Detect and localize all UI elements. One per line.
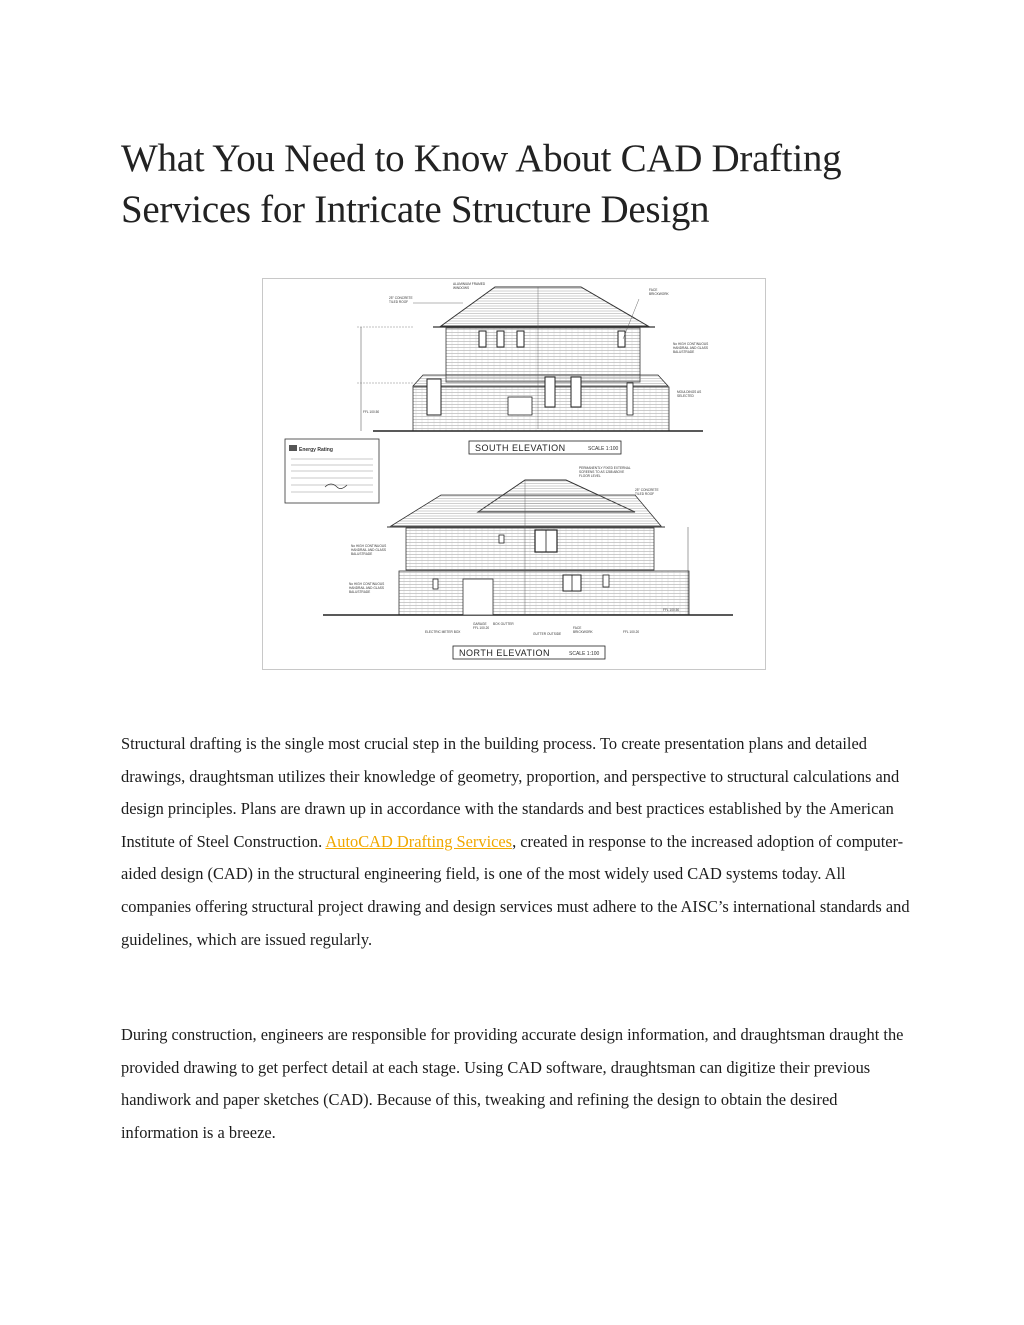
paragraph-1-text-a: Structural drafting is the single most crucial step in the building process. To create presentation plans and detailed drawings, draughtsman utilizes their knowledge of geometry, proportion, and perspective to structural calculations and design principles. Plans are drawn up in accordance with the standards and best practices established by the American Institute of Steel Construction. xyxy=(121,734,900,851)
svg-text:TILED ROOF: TILED ROOF xyxy=(389,300,409,304)
svg-text:25° CONCRETE: 25° CONCRETE xyxy=(389,296,413,300)
svg-text:FACE: FACE xyxy=(573,626,582,630)
svg-text:No HIGH CONTINUOUS: No HIGH CONTINUOUS xyxy=(349,582,385,586)
svg-text:GARAGE: GARAGE xyxy=(473,622,487,626)
svg-text:BALUSTRADE: BALUSTRADE xyxy=(349,590,371,594)
autocad-drafting-services-link[interactable]: AutoCAD Drafting Services xyxy=(325,831,513,851)
svg-text:GUTTER OUTSIDE: GUTTER OUTSIDE xyxy=(533,632,562,636)
svg-text:SELECTED: SELECTED xyxy=(677,394,694,398)
svg-text:BALUSTRADE: BALUSTRADE xyxy=(351,552,373,556)
svg-text:HANDRAIL AND GLASS: HANDRAIL AND GLASS xyxy=(351,548,386,552)
svg-text:FFL 100.50: FFL 100.50 xyxy=(663,608,680,612)
svg-text:HANDRAIL AND GLASS: HANDRAIL AND GLASS xyxy=(673,346,708,350)
svg-text:MOULDINGS AS: MOULDINGS AS xyxy=(677,390,702,394)
energy-rating-card xyxy=(285,439,379,503)
svg-text:BALUSTRADE: BALUSTRADE xyxy=(673,350,695,354)
svg-text:WINDOWS: WINDOWS xyxy=(453,286,470,290)
elevation-drawing-svg xyxy=(263,279,765,669)
svg-text:FFL 100.20: FFL 100.20 xyxy=(623,630,640,634)
svg-text:BRICKWORK: BRICKWORK xyxy=(573,630,593,634)
svg-text:HANDRAIL AND GLASS: HANDRAIL AND GLASS xyxy=(349,586,384,590)
svg-text:FLOOR LEVEL: FLOOR LEVEL xyxy=(579,474,601,478)
svg-text:FFL 100.20: FFL 100.20 xyxy=(473,626,490,630)
svg-text:BRICKWORK: BRICKWORK xyxy=(649,292,669,296)
south-elevation-drawing xyxy=(357,282,708,454)
paragraph-2: During construction, engineers are responsible for providing accurate design information, and draughtsman draught the provided drawing to get perfect detail at each stage. Using CAD software, draughtsman can digitize their previous handiwork and paper sketches (CAD). Because of this, tweaking and refining the design to obtain the desired information is a breeze. xyxy=(121,1025,904,1142)
south-elevation-label: SOUTH ELEVATION xyxy=(475,443,566,453)
paragraph-1-text-b: , created in response to the increased adoption of computer-aided design (CAD) in the structural engineering field, is one of the most widely used CAD systems today. All companies offering structural project drawing and design services must adhere to the AISC’s international standards and guidelines, which are issued regularly. xyxy=(121,831,910,949)
svg-text:SCALE 1:100: SCALE 1:100 xyxy=(588,446,619,452)
svg-text:SCALE 1:100: SCALE 1:100 xyxy=(569,651,600,657)
svg-text:No HIGH CONTINUOUS: No HIGH CONTINUOUS xyxy=(673,342,709,346)
paragraph-1 xyxy=(121,728,911,956)
svg-text:PERMANENTLY FIXED EXTERNAL: PERMANENTLY FIXED EXTERNAL xyxy=(579,466,631,470)
north-elevation-drawing xyxy=(323,466,733,659)
svg-text:25° CONCRETE: 25° CONCRETE xyxy=(635,488,659,492)
svg-text:BOX GUTTER: BOX GUTTER xyxy=(493,622,514,626)
svg-text:TILED ROOF: TILED ROOF xyxy=(635,492,655,496)
svg-text:ALUMINIUM FRAMED: ALUMINIUM FRAMED xyxy=(453,282,486,286)
svg-text:SCREENS TO AS 1288 ABOVE: SCREENS TO AS 1288 ABOVE xyxy=(579,470,625,474)
svg-text:No HIGH CONTINUOUS: No HIGH CONTINUOUS xyxy=(351,544,387,548)
elevation-drawing-figure xyxy=(262,278,766,670)
svg-text:FFL 100.50: FFL 100.50 xyxy=(363,410,380,414)
page-title: What You Need to Know About CAD Drafting Services for Intricate Structure Design xyxy=(121,137,842,231)
svg-text:ELECTRIC METER BOX: ELECTRIC METER BOX xyxy=(425,630,461,634)
north-elevation-label: NORTH ELEVATION xyxy=(459,648,551,658)
svg-text:FACE: FACE xyxy=(649,288,658,292)
energy-rating-title: Energy Rating xyxy=(299,447,333,453)
